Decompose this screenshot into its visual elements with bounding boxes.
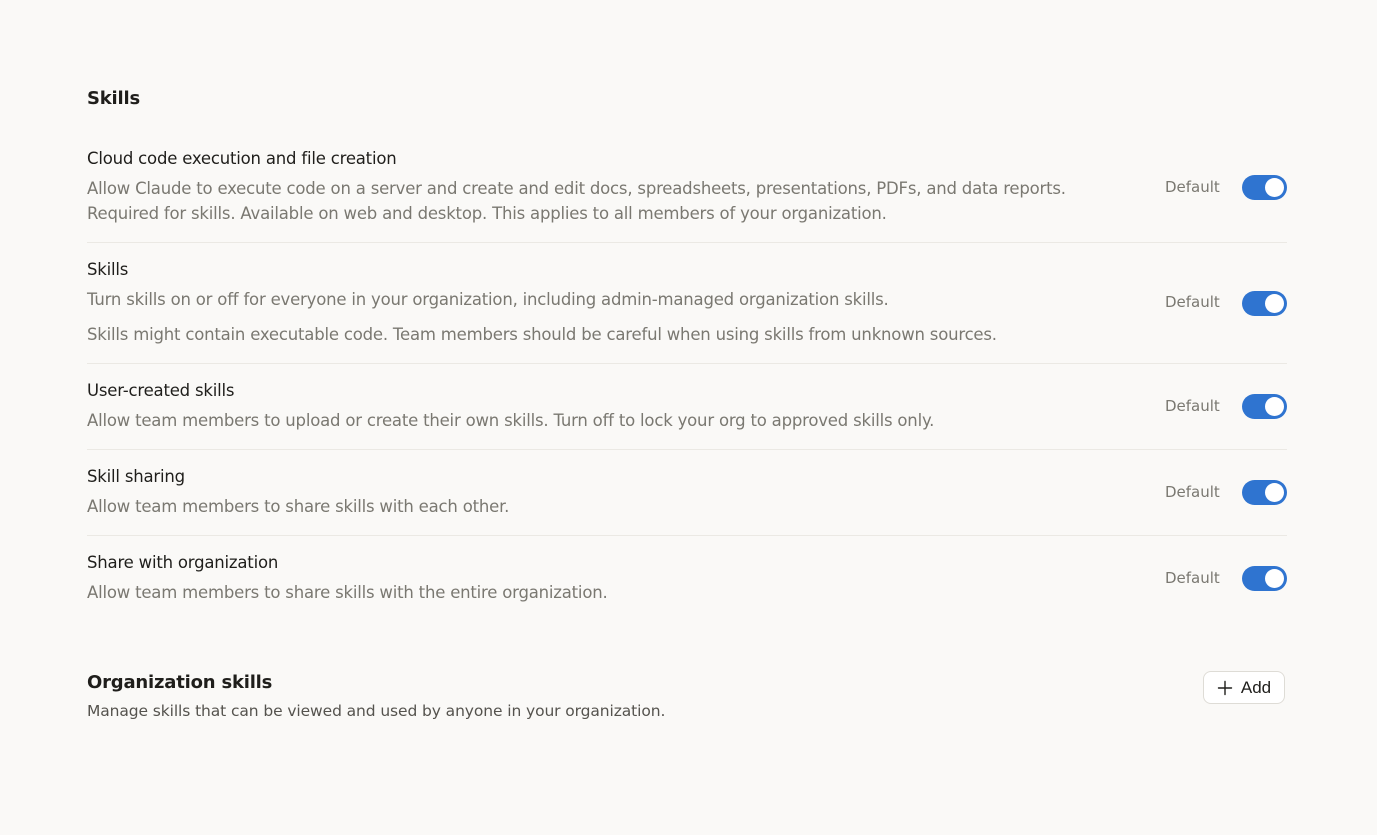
default-status-label: Default bbox=[1165, 569, 1220, 587]
setting-description: Allow Claude to execute code on a server and create and edit docs, spreadsheets, presentations, PDFs, and data reports. bbox=[87, 179, 1066, 198]
share-with-organization-toggle[interactable] bbox=[1242, 566, 1287, 591]
setting-title: User-created skills bbox=[87, 381, 235, 400]
toggle-knob bbox=[1265, 294, 1284, 313]
setting-description: Allow team members to share skills with the entire organization. bbox=[87, 583, 608, 602]
setting-description: Allow team members to upload or create their own skills. Turn off to lock your org to approved skills only. bbox=[87, 411, 935, 430]
default-status-label: Default bbox=[1165, 178, 1220, 196]
setting-title: Skills bbox=[87, 260, 129, 279]
toggle-knob bbox=[1265, 397, 1284, 416]
setting-title: Cloud code execution and file creation bbox=[87, 149, 397, 168]
setting-description: Required for skills. Available on web and desktop. This applies to all members of your organization. bbox=[87, 204, 887, 223]
setting-title: Skill sharing bbox=[87, 467, 185, 486]
plus-icon bbox=[1217, 680, 1233, 696]
default-status-label: Default bbox=[1165, 397, 1220, 415]
setting-warning: Skills might contain executable code. Team members should be careful when using skills from unknown sources. bbox=[87, 325, 997, 344]
default-status-label: Default bbox=[1165, 483, 1220, 501]
organization-skills-description: Manage skills that can be viewed and used by anyone in your organization. bbox=[87, 702, 666, 720]
setting-row-user-created-skills bbox=[87, 364, 1287, 450]
setting-row-skill-sharing bbox=[87, 450, 1287, 536]
setting-description: Turn skills on or off for everyone in your organization, including admin-managed organization skills. bbox=[87, 290, 889, 309]
default-status-label: Default bbox=[1165, 293, 1220, 311]
organization-skills-title: Organization skills bbox=[87, 672, 273, 693]
toggle-knob bbox=[1265, 569, 1284, 588]
skill-sharing-toggle[interactable] bbox=[1242, 480, 1287, 505]
setting-description: Allow team members to share skills with each other. bbox=[87, 497, 510, 516]
setting-row-skills bbox=[87, 243, 1287, 364]
skills-section-title: Skills bbox=[87, 88, 140, 109]
user-created-skills-toggle[interactable] bbox=[1242, 394, 1287, 419]
cloud-code-execution-toggle[interactable] bbox=[1242, 175, 1287, 200]
add-button-label: Add bbox=[1240, 677, 1272, 697]
add-skill-button[interactable] bbox=[1203, 671, 1285, 704]
toggle-knob bbox=[1265, 483, 1284, 502]
setting-row-share-with-organization bbox=[87, 536, 1287, 622]
setting-title: Share with organization bbox=[87, 553, 279, 572]
setting-row-cloud-code-execution bbox=[87, 140, 1287, 243]
toggle-knob bbox=[1265, 178, 1284, 197]
skills-toggle[interactable] bbox=[1242, 291, 1287, 316]
